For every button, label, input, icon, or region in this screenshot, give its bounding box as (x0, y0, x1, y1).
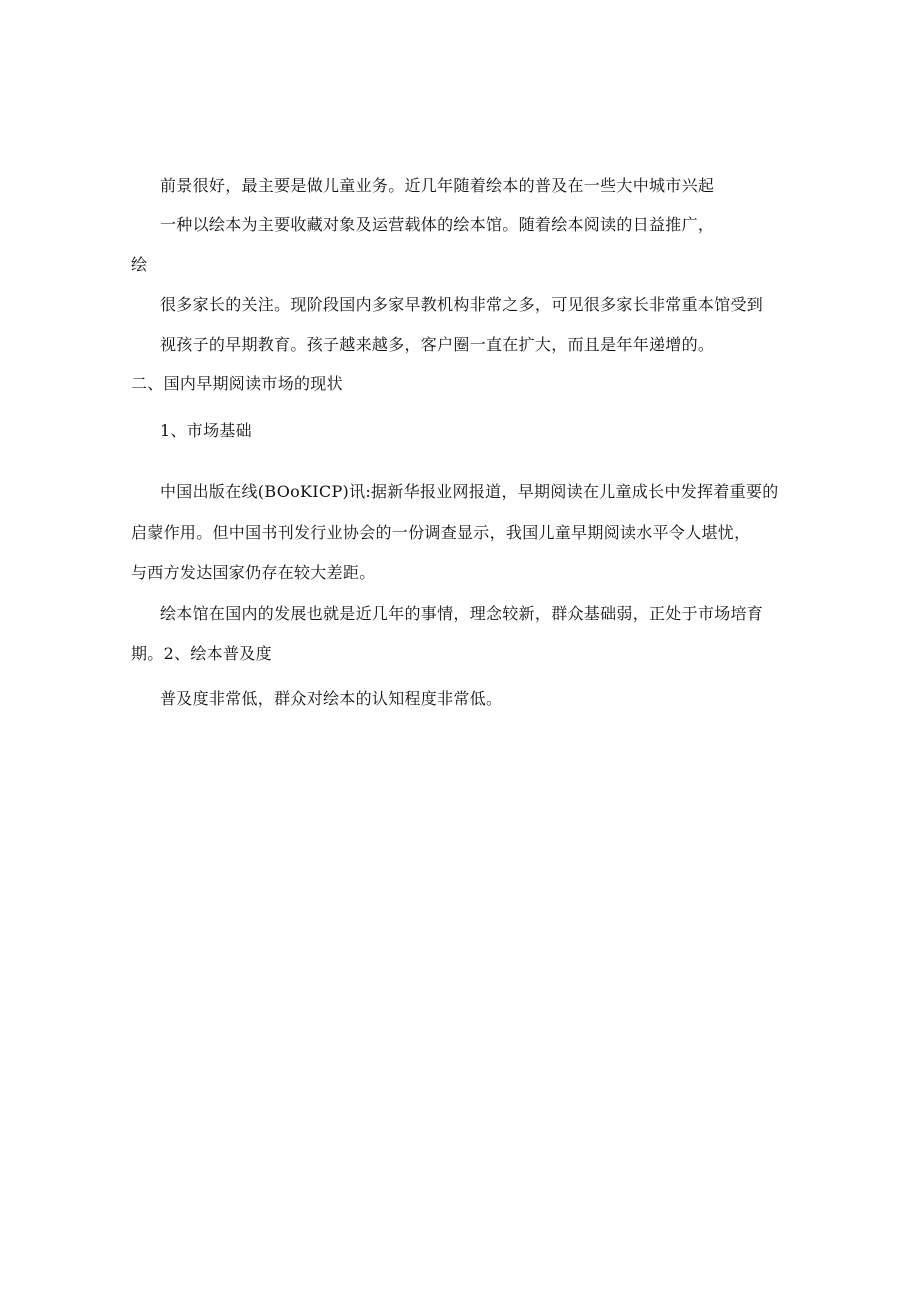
paragraph-line-2: 一种以绘本为主要收藏对象及运营载体的绘本馆。随着绘本阅读的日益推广， (160, 215, 715, 234)
subsection-heading: 1、市场基础 (160, 421, 252, 440)
paragraph-line-11: 普及度非常低，群众对绘本的认知程度非常低。 (160, 689, 503, 708)
paragraph-line-8: 与西方发达国家仍存在较大差距。 (131, 563, 376, 582)
paragraph-line-9: 绘本馆在国内的发展也就是近几年的事情，理念较新，群众基础弱，正处于市场培育 (160, 604, 764, 623)
section-heading: 二、国内早期阅读市场的现状 (131, 374, 343, 393)
paragraph-line-10: 期。2、绘本普及度 (131, 644, 272, 663)
paragraph-line-5: 视孩子的早期教育。孩子越来越多，客户圈一直在扩大，而且是年年递增的。 (160, 335, 715, 354)
paragraph-line-1: 前景很好，最主要是做儿童业务。近几年随着绘本的普及在一些大中城市兴起 (160, 176, 715, 195)
paragraph-line-6: 中国出版在线(BOoKICP)讯:据新华报业网报道，早期阅读在儿童成长中发挥着重要的 (160, 482, 779, 501)
paragraph-line-7: 启蒙作用。但中国书刊发行业协会的一份调查显示，我国儿童早期阅读水平令人堪忧， (131, 523, 751, 542)
paragraph-line-4: 很多家长的关注。现阶段国内多家早教机构非常之多，可见很多家长非常重本馆受到 (160, 295, 764, 314)
paragraph-line-3: 绘 (131, 255, 148, 274)
